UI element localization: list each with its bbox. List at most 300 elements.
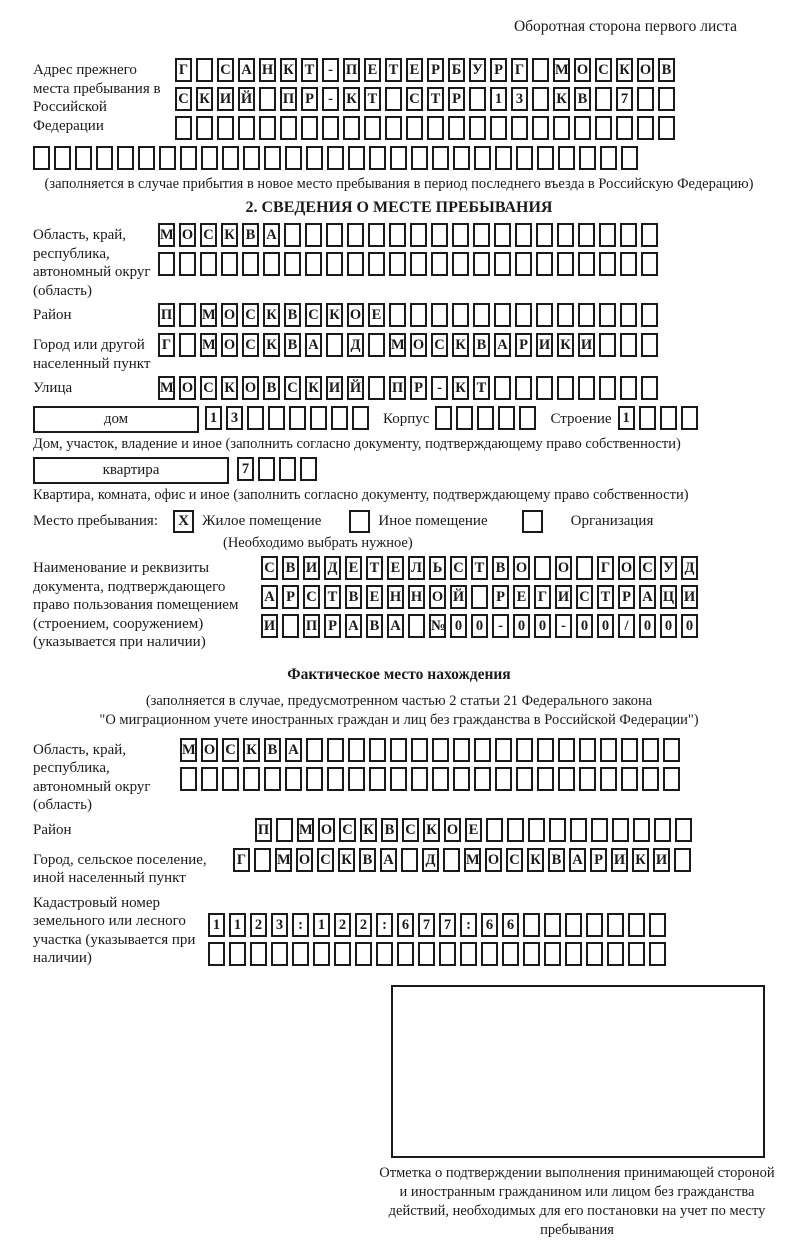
char-cell (469, 116, 486, 140)
char-cell (637, 87, 654, 111)
char-cell (322, 116, 339, 140)
char-row (175, 58, 679, 85)
char-cell: № (429, 614, 446, 638)
char-cell (481, 942, 498, 966)
char-cell: М (200, 333, 217, 357)
char-cell (579, 767, 596, 791)
char-cell (385, 87, 402, 111)
char-cell (536, 303, 553, 327)
char-cell (553, 116, 570, 140)
char-cell (599, 303, 616, 327)
field-raion (33, 303, 765, 330)
oblast-rows (158, 223, 662, 279)
dom-type-box: дом (33, 406, 199, 433)
char-cell: Е (368, 303, 385, 327)
char-cell: О (242, 376, 259, 400)
char-cell (558, 738, 575, 762)
char-cell: С (200, 376, 217, 400)
char-cell (313, 942, 330, 966)
char-cell: В (264, 738, 281, 762)
char-cell (326, 333, 343, 357)
char-cell (473, 303, 490, 327)
char-cell: К (553, 87, 570, 111)
char-cell: М (180, 738, 197, 762)
char-cell: А (387, 614, 404, 638)
char-cell (490, 116, 507, 140)
char-cell (292, 942, 309, 966)
char-cell: С (317, 848, 334, 872)
option-organizatsiya-label: Организация (570, 513, 654, 529)
fact-raion-label: Район (33, 821, 72, 838)
char-cell (681, 406, 698, 430)
mesto-caption: (Необходимо выбрать нужное) (223, 535, 413, 551)
char-cell (557, 376, 574, 400)
char-row (180, 767, 684, 794)
char-row (435, 406, 540, 433)
option-zhiloe-label: Жилое помещение (202, 513, 322, 529)
char-cell (408, 614, 425, 638)
char-cell (558, 146, 575, 170)
char-cell: 3 (226, 406, 243, 430)
char-cell: В (284, 303, 301, 327)
char-row (233, 848, 695, 875)
fact-heading: Фактическое место нахождения (287, 665, 511, 683)
char-cell (578, 303, 595, 327)
char-cell (258, 457, 275, 481)
char-row (255, 818, 696, 845)
char-cell (259, 87, 276, 111)
char-cell: К (338, 848, 355, 872)
char-cell: О (221, 303, 238, 327)
char-cell: Е (364, 58, 381, 82)
char-cell: С (200, 223, 217, 247)
char-cell (565, 942, 582, 966)
char-cell: Е (345, 556, 362, 580)
char-cell (599, 252, 616, 276)
char-cell: А (345, 614, 362, 638)
char-cell (284, 252, 301, 276)
char-cell: А (263, 223, 280, 247)
char-cell (515, 223, 532, 247)
ulitsa-label: Улица (33, 380, 73, 396)
char-cell (523, 942, 540, 966)
char-cell (305, 252, 322, 276)
char-cell (549, 818, 566, 842)
char-cell: И (326, 376, 343, 400)
char-cell: В (548, 848, 565, 872)
field-doc (33, 556, 765, 652)
char-cell: Т (324, 585, 341, 609)
char-cell: У (469, 58, 486, 82)
char-cell: С (339, 818, 356, 842)
char-cell (347, 223, 364, 247)
char-cell (515, 376, 532, 400)
char-cell: Р (301, 87, 318, 111)
stroenie-label: Строение (550, 411, 612, 427)
char-cell (557, 303, 574, 327)
doc-label: Наименование и реквизиты документа, подтверждающего право пользования помещением (строением, сооружением) (указывается при наличии) (33, 560, 239, 650)
char-cell (532, 87, 549, 111)
char-cell: 1 (205, 406, 222, 430)
section2-title: 2. СВЕДЕНИЯ О МЕСТЕ ПРЕБЫВАНИЯ (245, 199, 553, 216)
char-cell: С (406, 87, 423, 111)
char-cell (179, 303, 196, 327)
char-cell (180, 767, 197, 791)
char-cell (435, 406, 452, 430)
char-cell (369, 738, 386, 762)
char-cell (217, 116, 234, 140)
char-cell: К (557, 333, 574, 357)
char-cell: К (221, 223, 238, 247)
char-row (205, 406, 373, 433)
char-cell (431, 252, 448, 276)
char-cell (654, 818, 671, 842)
char-cell: 2 (250, 913, 267, 937)
char-cell (507, 818, 524, 842)
char-cell: О (485, 848, 502, 872)
char-cell: С (402, 818, 419, 842)
char-cell (536, 376, 553, 400)
char-cell: 7 (418, 913, 435, 937)
char-cell (515, 303, 532, 327)
option-inoe-label: Иное помещение (378, 513, 488, 529)
char-cell: В (473, 333, 490, 357)
char-cell (242, 252, 259, 276)
char-cell (453, 738, 470, 762)
char-cell (452, 223, 469, 247)
char-cell: Н (387, 585, 404, 609)
char-cell (368, 223, 385, 247)
char-cell (306, 767, 323, 791)
char-cell (460, 942, 477, 966)
dom-row (33, 406, 765, 433)
char-cell: К (360, 818, 377, 842)
char-cell: О (179, 376, 196, 400)
char-cell: Т (364, 87, 381, 111)
char-cell (117, 146, 134, 170)
fact-oblast-label: Область, край, республика, автономный округ (область) (33, 741, 151, 813)
char-cell: Й (347, 376, 364, 400)
char-cell: Д (347, 333, 364, 357)
mesto-prebyvaniya-row (33, 510, 765, 533)
char-cell: Е (513, 585, 530, 609)
char-cell: М (158, 223, 175, 247)
char-cell (254, 848, 271, 872)
char-cell: 1 (229, 913, 246, 937)
char-cell (452, 303, 469, 327)
char-cell (327, 738, 344, 762)
char-cell (574, 116, 591, 140)
char-cell: Й (238, 87, 255, 111)
char-cell: К (196, 87, 213, 111)
char-cell (306, 738, 323, 762)
char-cell (486, 818, 503, 842)
char-cell: С (284, 376, 301, 400)
char-cell (411, 146, 428, 170)
char-cell: О (201, 738, 218, 762)
char-cell (557, 223, 574, 247)
char-cell (397, 942, 414, 966)
char-cell (368, 376, 385, 400)
prev-address-label: Адрес прежнего места пребывания в Российской Федерации (33, 62, 161, 134)
char-cell: И (536, 333, 553, 357)
char-cell (369, 767, 386, 791)
korpus-label: Корпус (383, 411, 430, 427)
char-cell (410, 303, 427, 327)
char-cell: К (221, 376, 238, 400)
char-cell: Е (406, 58, 423, 82)
char-cell: К (305, 376, 322, 400)
char-cell: Р (618, 585, 635, 609)
char-cell (385, 116, 402, 140)
char-cell (599, 223, 616, 247)
char-cell (439, 942, 456, 966)
char-cell: Г (175, 58, 192, 82)
char-cell (621, 767, 638, 791)
field-fact-oblast (33, 738, 765, 815)
char-cell (401, 848, 418, 872)
char-cell (268, 406, 285, 430)
char-cell: 3 (511, 87, 528, 111)
char-cell: О (179, 223, 196, 247)
char-cell (250, 942, 267, 966)
char-cell (502, 942, 519, 966)
dom-caption: Дом, участок, владение и иное (заполнить согласно документу, подтверждающему право собственности) (33, 436, 681, 452)
char-cell: И (217, 87, 234, 111)
char-cell: К (452, 333, 469, 357)
char-cell (495, 738, 512, 762)
char-cell: М (200, 303, 217, 327)
char-cell: Н (408, 585, 425, 609)
char-cell (326, 252, 343, 276)
char-cell (494, 223, 511, 247)
char-cell (158, 252, 175, 276)
char-cell: Р (590, 848, 607, 872)
char-cell: Р (282, 585, 299, 609)
char-cell: Б (448, 58, 465, 82)
char-cell: Г (597, 556, 614, 580)
char-cell (578, 252, 595, 276)
char-cell: А (494, 333, 511, 357)
char-cell: С (431, 333, 448, 357)
char-cell: К (343, 87, 360, 111)
char-cell (96, 146, 113, 170)
char-cell: П (303, 614, 320, 638)
char-cell (221, 252, 238, 276)
char-cell (271, 942, 288, 966)
char-cell (279, 457, 296, 481)
char-cell (368, 252, 385, 276)
char-cell: Д (422, 848, 439, 872)
char-cell (599, 376, 616, 400)
kadastr-rows (208, 891, 670, 969)
char-cell (54, 146, 71, 170)
char-cell (305, 223, 322, 247)
char-cell: В (359, 848, 376, 872)
char-cell (600, 738, 617, 762)
char-cell (263, 252, 280, 276)
char-cell: Т (597, 585, 614, 609)
char-cell: О (618, 556, 635, 580)
checkbox-zhiloe: X (173, 510, 194, 533)
char-cell (516, 767, 533, 791)
char-cell (238, 116, 255, 140)
char-cell: 0 (597, 614, 614, 638)
char-cell (674, 848, 691, 872)
char-cell (494, 303, 511, 327)
char-cell (159, 146, 176, 170)
char-cell: 1 (208, 913, 225, 937)
char-cell: 2 (334, 913, 351, 937)
char-cell: Т (471, 556, 488, 580)
char-cell (641, 252, 658, 276)
char-cell: С (506, 848, 523, 872)
char-cell: 1 (618, 406, 635, 430)
char-cell (591, 818, 608, 842)
char-cell (327, 767, 344, 791)
char-cell: М (553, 58, 570, 82)
char-cell: Ь (429, 556, 446, 580)
char-cell (557, 252, 574, 276)
char-row (175, 87, 679, 114)
char-cell: Р (515, 333, 532, 357)
char-cell (469, 87, 486, 111)
char-cell (498, 406, 515, 430)
char-cell (519, 406, 536, 430)
char-cell (595, 87, 612, 111)
checkbox-inoe (349, 510, 370, 533)
char-cell: 7 (439, 913, 456, 937)
char-cell (259, 116, 276, 140)
char-cell (410, 223, 427, 247)
char-cell (612, 818, 629, 842)
char-cell (586, 913, 603, 937)
char-row (158, 303, 662, 330)
char-cell: В (492, 556, 509, 580)
char-cell: О (429, 585, 446, 609)
char-cell (621, 738, 638, 762)
char-cell (495, 146, 512, 170)
char-cell (448, 116, 465, 140)
char-cell (432, 767, 449, 791)
char-cell (452, 252, 469, 276)
char-cell (516, 738, 533, 762)
char-cell: П (255, 818, 272, 842)
char-cell (432, 146, 449, 170)
char-cell (621, 146, 638, 170)
char-cell: 0 (513, 614, 530, 638)
char-cell: К (326, 303, 343, 327)
char-cell (473, 252, 490, 276)
char-cell: К (280, 58, 297, 82)
field-fact-raion (33, 818, 765, 845)
checkbox-organizatsiya (522, 510, 543, 533)
char-cell (639, 406, 656, 430)
char-cell: В (263, 376, 280, 400)
char-cell: 7 (616, 87, 633, 111)
char-cell: К (632, 848, 649, 872)
char-cell: Г (158, 333, 175, 357)
char-cell (196, 58, 213, 82)
char-cell: Р (410, 376, 427, 400)
char-cell (578, 223, 595, 247)
char-cell (456, 406, 473, 430)
char-cell (348, 738, 365, 762)
field-ulitsa (33, 376, 765, 403)
char-cell: 3 (271, 913, 288, 937)
char-cell (620, 223, 637, 247)
char-cell: - (322, 87, 339, 111)
char-cell (343, 116, 360, 140)
char-cell: С (450, 556, 467, 580)
char-cell (663, 767, 680, 791)
char-cell (616, 116, 633, 140)
char-cell: Н (259, 58, 276, 82)
char-cell (418, 942, 435, 966)
char-cell: И (261, 614, 278, 638)
char-cell (443, 848, 460, 872)
char-cell: К (423, 818, 440, 842)
fact-subtitle-2: "О миграционном учете иностранных граждан и лиц без гражданства в Российской Федерации") (99, 711, 699, 728)
char-cell: 6 (481, 913, 498, 937)
field-fact-gorod (33, 848, 765, 888)
char-cell: О (296, 848, 313, 872)
char-cell (607, 913, 624, 937)
char-cell (579, 738, 596, 762)
oblast-label: Область, край, республика, автономный округ (область) (33, 227, 151, 299)
char-cell: - (322, 58, 339, 82)
char-cell (410, 252, 427, 276)
char-cell: В (282, 556, 299, 580)
char-cell (637, 116, 654, 140)
char-cell (663, 738, 680, 762)
prev-address-overflow-row (33, 146, 765, 173)
char-cell (326, 223, 343, 247)
char-cell (660, 406, 677, 430)
char-cell (558, 767, 575, 791)
kadastr-label: Кадастровый номер земельного или лесного участка (указывается при наличии) (33, 894, 196, 966)
char-row (158, 223, 662, 250)
char-cell (432, 738, 449, 762)
char-cell (201, 146, 218, 170)
char-cell: К (263, 333, 280, 357)
char-cell: И (578, 333, 595, 357)
char-cell (406, 116, 423, 140)
char-cell (200, 252, 217, 276)
char-cell: : (460, 913, 477, 937)
char-cell (300, 457, 317, 481)
char-cell: Р (490, 58, 507, 82)
char-cell (285, 767, 302, 791)
char-cell (347, 252, 364, 276)
char-cell: У (660, 556, 677, 580)
char-cell: 0 (660, 614, 677, 638)
char-cell (247, 406, 264, 430)
gorod-label: Город или другой населенный пункт (33, 337, 151, 372)
char-cell: М (158, 376, 175, 400)
char-cell: О (410, 333, 427, 357)
char-cell (301, 116, 318, 140)
char-cell (534, 556, 551, 580)
char-cell (536, 252, 553, 276)
char-cell (607, 942, 624, 966)
char-cell (658, 87, 675, 111)
char-cell (628, 913, 645, 937)
fact-subtitle-1: (заполняется в случае, предусмотренном частью 2 статьи 21 Федерального закона (145, 692, 653, 709)
char-cell (544, 913, 561, 937)
char-cell (649, 913, 666, 937)
char-cell: О (221, 333, 238, 357)
